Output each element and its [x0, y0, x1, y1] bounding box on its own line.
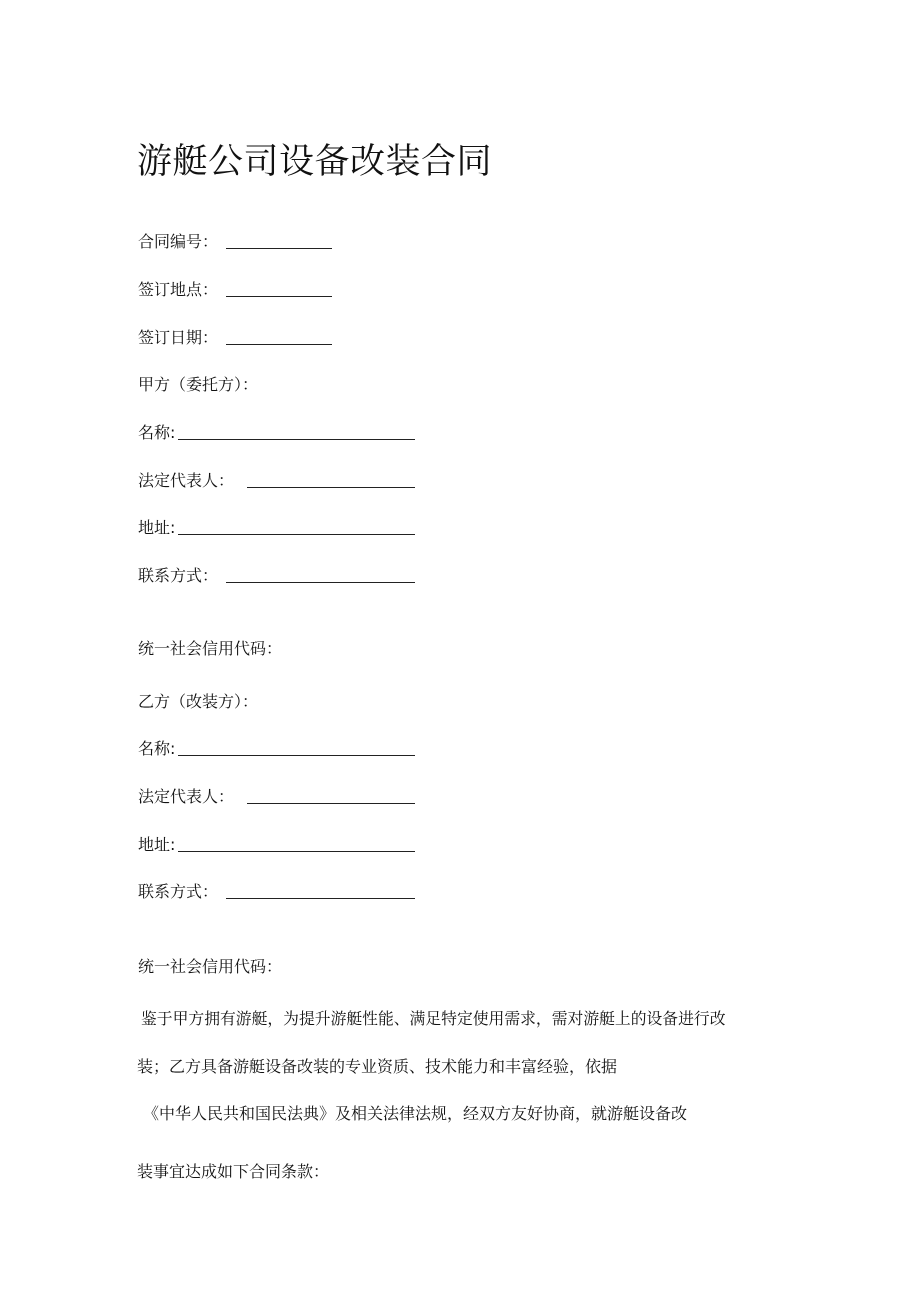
preamble-line-1: 鉴于甲方拥有游艇，为提升游艇性能、满足特定使用需求，需对游艇上的设备进行改: [141, 1009, 726, 1028]
party-b-name-label: 名称:: [138, 739, 176, 758]
party-a-name-blank[interactable]: [178, 439, 415, 440]
party-a-contact-label: 联系方式：: [138, 566, 219, 585]
party-b-name-blank[interactable]: [178, 755, 415, 756]
party-b-legal-rep-label: 法定代表人：: [138, 787, 235, 806]
sign-date-blank[interactable]: [226, 344, 332, 345]
party-b-legal-rep-blank[interactable]: [247, 803, 415, 804]
document-title: 游艇公司设备改装合同: [137, 142, 493, 182]
preamble-line-2: 装；乙方具备游艇设备改装的专业资质、技术能力和丰富经验，依据: [137, 1057, 618, 1076]
party-b-contact-blank[interactable]: [226, 898, 415, 899]
sign-date-label: 签订日期：: [138, 328, 219, 347]
party-a-legal-rep-blank[interactable]: [247, 487, 415, 488]
preamble-line-4: 装事宜达成如下合同条款：: [137, 1162, 330, 1181]
party-b-address-label: 地址:: [138, 835, 176, 854]
party-b-contact-label: 联系方式：: [138, 882, 219, 901]
party-a-address-label: 地址:: [138, 518, 176, 537]
party-b-heading: 乙方（改装方）：: [138, 692, 259, 711]
party-a-legal-rep-label: 法定代表人：: [138, 471, 235, 490]
party-a-address-blank[interactable]: [178, 534, 415, 535]
party-b-address-blank[interactable]: [178, 851, 415, 852]
party-a-name-label: 名称:: [138, 423, 176, 442]
party-b-credit-code-label: 统一社会信用代码：: [138, 957, 283, 976]
party-a-heading: 甲方（委托方）：: [138, 375, 259, 394]
party-a-credit-code-label: 统一社会信用代码：: [138, 639, 283, 658]
preamble-line-3: 《中华人民共和国民法典》及相关法律法规，经双方友好协商，就游艇设备改: [143, 1104, 688, 1123]
sign-place-label: 签订地点：: [138, 280, 219, 299]
sign-place-blank[interactable]: [226, 296, 332, 297]
contract-no-label: 合同编号：: [138, 232, 219, 251]
contract-no-blank[interactable]: [226, 248, 332, 249]
party-a-contact-blank[interactable]: [226, 582, 415, 583]
